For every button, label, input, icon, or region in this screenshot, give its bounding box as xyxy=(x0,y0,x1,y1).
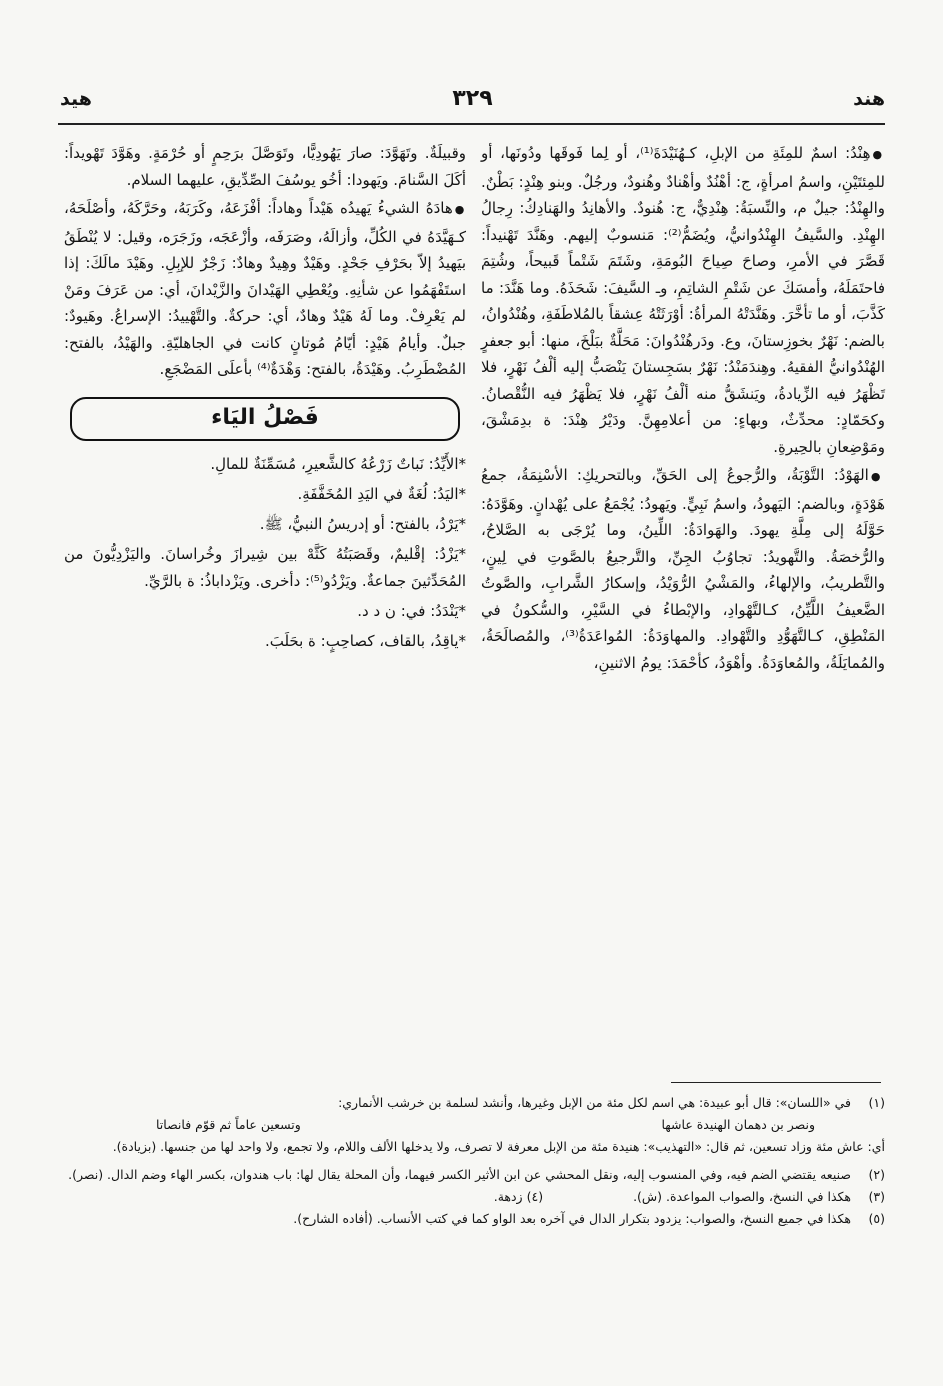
header-right-keyword: هند xyxy=(853,88,885,110)
footnote-5: (٥) هكذا في جميع النسخ، والصواب: يزدود بتكرار الدال في آخره بعد الواو كما في كتب الأنساب. (أفاده الشارح). xyxy=(293,1211,885,1226)
page-number: ٣٢٩ xyxy=(452,86,493,111)
entry-yard: *يَرْدُ، بالفتح: أو إدريسُ النبيُّ، ﷺ. xyxy=(259,514,466,533)
footnotes xyxy=(66,1092,885,1230)
footnote-1-continued: أي: عاش مئة وزاد تسعين، ثم قال: «التهذيب»: هنيدة مئة من الإبل معرفة لا تصرف، ولا يدخلها الألف واللام، ولا تجمع، ولا واحد لها من جنسها. (بزيادة). xyxy=(112,1139,885,1154)
entry-hayd: ● هادَهُ الشيءُ يَهيدُه هَيْداً وهاداً: أفْزَعَهُ، وكَرَبَهُ، وحَرَّكَهُ، وأصْلَحَهُ، كـهَيَّدَهُ في الكُلِّ، وأزالَهُ، وصَرَفَه، وأزْعَجَه، وزَجَرَه، وقيل: لا يُنْطَقُ بيَهيدُ إلاّ بحَرْفِ جَحْدٍ. وهَيْدٌ وهِيدٌ وهادٌ: زَجْرٌ للإبِلِ. وهَيْدَ مالَكَ: إذا استَفْهَمُوا عن شأنِهِ. ويُعْطِي الهَيْدانَ والزَّيْدانَ، أي: من عَرَفَ ومَنْ لم يَعْرِفْ. وما لَهُ هَيْدٌ وهادٌ، أي: حركةٌ. والتَّهْييدُ: الإسراعُ. وهَيودٌ: جبلٌ. وأيامُ هَيْدٍ: أيّامُ مُوتانٍ كانت في الجاهليّةِ. والهَيْدُ، بالفتح: المُضْطَرِبُ. وهَيْدَةُ، بالفتح: وَهْدَةٌ⁽⁴⁾ بأعلَى المَضْجَعِ. xyxy=(64,195,466,383)
entry-yandad: *يَنْدَدُ: في: ن د د. xyxy=(357,601,466,620)
entry-hawd-continued: وقبيلَةٌ. وتَهَوَّدَ: صارَ يَهُودِيًّا، وتَوَصَّلَ برَحِمٍ أو حُرْمَةٍ. وهَوَّدَ تَهْويداً: أكَلَ السَّنامَ. ويَهودا: أخُو يوسُفَ الصِّدِّيقِ، عليهما السلام. xyxy=(64,144,466,189)
entry-hind: ● هِنْدُ: اسمٌ للمِئَةِ من الإبلِ، كـهُنَيْدَةَ⁽¹⁾، أو لِما فَوقَها ودُونَها، أو للمِئتَيْنِ، واسمُ امرأةٍ، ج: أهْنُدٌ وأهْنادٌ وهُنودٌ، ورجُلٌ. وبنو هِنْدٍ: بَطْنٌ. والهِنْدُ: جيلٌ م، والنِّسبَةُ: هِنْدِيٌّ، ج: هُنودٌ. والأهانِدُ والهَنادِكُ: رِجالُ الهِنْدِ. والسَّيفُ الهِنْدُوانيُّ، ويُضَمُّ⁽²⁾: مَنسوبٌ إليهم. وهَنَّدَ تَهْنيداً: قَصَّرَ في الأمرِ، وصاحَ صِياحَ البُومَةِ، وشَتَمَ شَتْماً قَبيحاً، وشُتِمَ فاحتَمَلَهُ، وأمسَكَ عن شَتْمِ الشاتِمِ، وـ السَّيفَ: شَحَذَهُ. وما هَنَّدَ: ما كَذَّبَ، أو ما تأخَّرَ. وهَنَّدَتْهُ المرأةُ: أوْرَثَتْهُ عِشقاً بالمُلاطَفَةِ، وهُنْدُوانُ، بالضم: نَهْرٌ بخوزِستانَ، وع. ودَرهُنْدُوانَ: مَحَلَّةٌ ببَلْخَ، منها: أبو جعفرٍ الهُنْدُوانيُّ الفقيهُ. وهِندَمَنْدُ: نَهْرٌ بسَجِستانَ يَنْصَبُّ إليه ألْفُ نَهْرٍ، فلا تَظْهَرُ فيه الزِّيادةُ، ويَنشَقُّ منه ألْفُ نَهْرٍ، فلا يَظْهَرُ فيه النُّقْصانُ. وكحَمّادٍ: محدِّثٌ، وبهاءٍ: من أعلامِهِنَّ. ودَيْرُ هِنْدَ: ة بدِمَشْقَ، ومَوْضِعانِ بالحِيرةِ. xyxy=(481,140,885,460)
page-header xyxy=(60,88,885,124)
section-title: فَصْلُ اليَاء xyxy=(211,405,319,431)
entry-yazd: *يَزْدُ: إقْليمٌ، وقَصَبَتُهُ كَثَّهْ بين شِيرازَ وخُراسانَ. واليَزْدِيُّونَ من المُحَدِّثينَ جماعةٌ. ويَزْدُو⁽⁵⁾: دأخرى. ويَزْداباذُ: ة بالرَّيِّ. xyxy=(64,544,466,590)
footnote-4: (٤) زدهة. xyxy=(493,1189,544,1204)
footnote-3-4: (٣) هكذا في النسخ، والصواب المواعدة. (ش). (٤) زدهة. xyxy=(66,1186,885,1208)
entry-yaqid: *ياقِدُ، بالقاف، كصاحِبٍ: ة بحَلَبَ. xyxy=(264,631,466,650)
footnote-3: هكذا في النسخ، والصواب المواعدة. (ش). xyxy=(633,1189,851,1204)
right-column xyxy=(481,140,885,678)
entry-yad: *اليَدُ: لُغَةٌ في اليَدِ المُخَفَّفَةِ. xyxy=(297,484,466,503)
section-title-box xyxy=(70,397,460,441)
footnote-1: (١) في «اللسان»: قال أبو عبيدة: هي اسم لكل مئة من الإبل وغيرها، وأنشد لسلمة بن خرشب الأنماري: xyxy=(338,1095,885,1110)
header-left-keyword: هيد xyxy=(60,88,92,110)
left-column xyxy=(64,140,466,658)
entry-hawd: ● الهَوْدُ: التَّوْبَةُ، والرُّجوعُ إلى الحَقِّ، وبالتحريكِ: الأسْنِمَةُ، جمعُ هَوْدَةٍ، وبالضم: اليَهودُ، واسمُ نَبِيٍّ. ويَهودُ: يُجْمَعُ على يُهْدانٍ. وهَوَّدَهُ: حَوَّلَهُ إلى مِلَّةِ يهودَ. والهَوادَةُ: اللِّينُ، وما يُرْجَى به الصَّلاحُ، والرُّخصَةُ. والتَّهويدُ: تجاوُبُ الجِنِّ، والتَّرجيعُ بالصَّوتِ في لِينٍ، والتَّطريبُ، والإلهاءُ، والمَشْيُ الرُّوَيْدُ، وإسكارُ الشَّرابِ، والصَّوتُ الضَّعيفُ اللَّيِّنُ، كـالتَّهْوادِ، والإبْطاءُ في السَّيْرِ، والسُّكونُ في المَنْطِقِ، كـالتَّهَوُّدِ والتَّهْوادِ. والمهاوَدَةُ: المُواعَدَةُ⁽³⁾، والمُصالَحَةُ، والمُمايَلَةُ، والمُعاوَدَةُ. وأهْوَدُ، كأحْمَدَ: يومُ الاثنينِ، xyxy=(481,462,885,676)
footnote-separator xyxy=(671,1082,881,1083)
ya-entries xyxy=(64,451,466,655)
entry-ayyid: *الأَيِّدُ: نَباتٌ زَرْعُهُ كالشَّعيرِ، مُسَمِّنَةٌ للمالِ. xyxy=(210,454,466,473)
header-rule xyxy=(58,123,885,125)
footnote-2: (٢) صنيعه يقتضي الضم فيه، وفي المنسوب إليه، ونقل المحشي عن ابن الأثير الكسر فيهما، وأن المحلة يقال لها: باب هندوان، بكسر الهاء وضم الدال. (نصر). xyxy=(68,1167,885,1182)
footnote-1-verse: ونصر بن دهمان الهنيدة عاشها وتسعين عاماً ثم قوّم فانصاتا xyxy=(156,1117,815,1132)
